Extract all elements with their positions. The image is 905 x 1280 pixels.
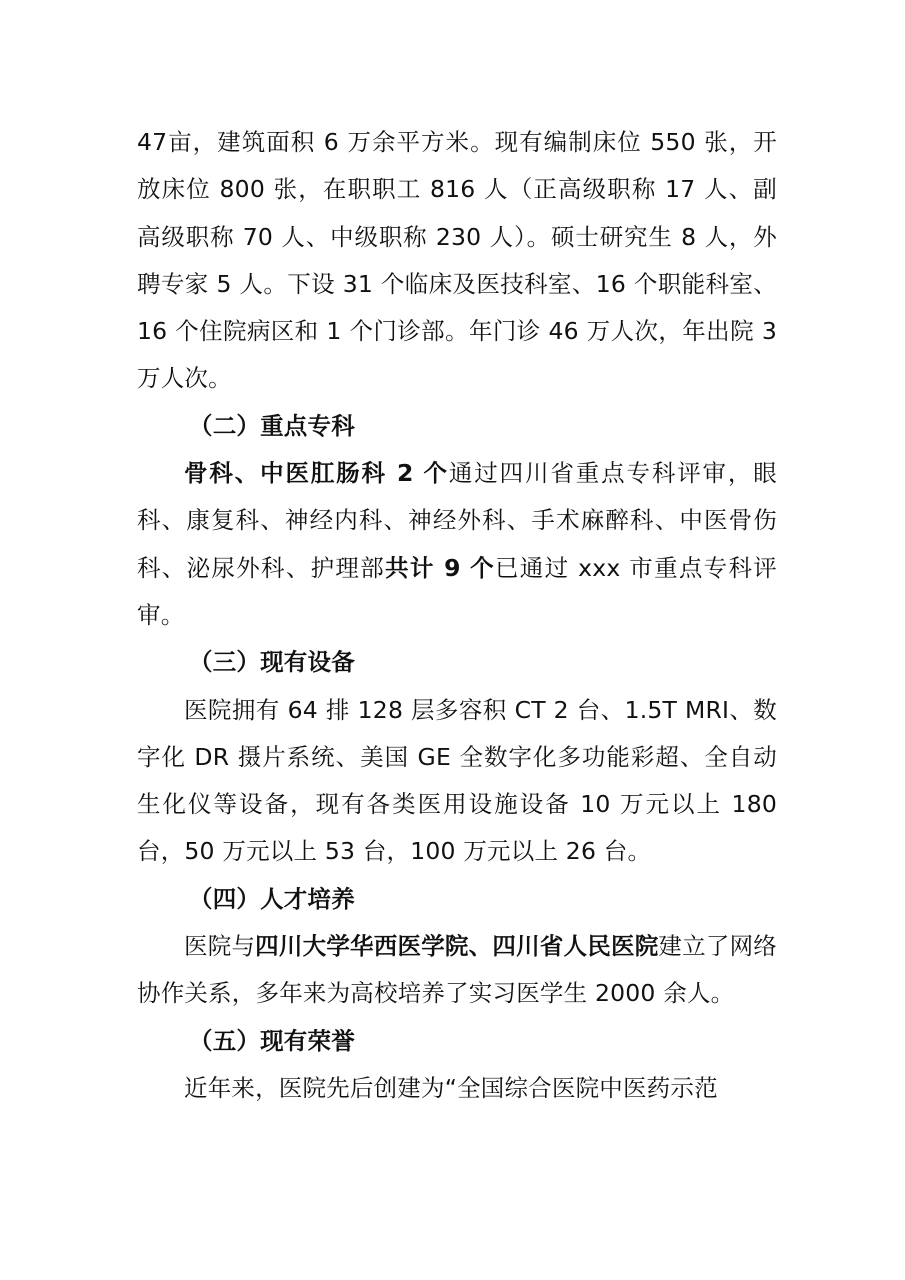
- text-hospital-with: 医院与: [184, 932, 256, 961]
- text-city-review: 已通过 xxx 市重点专科评审。: [137, 553, 777, 629]
- paragraph-equipment: 医院拥有 64 排 128 层多容积 CT 2 台、1.5T MRI、数字化 DR 摄片系统、美国 GE 全数字化多功能彩超、全自动生化仪等设备，现有各类医用设施设备 10 万元以上 180 台，50 万元以上 53 台，100 万元以上 26 台。: [137, 695, 777, 866]
- section-heading-equipment: （三）现有设备: [189, 648, 355, 677]
- paragraph-key-specialties: [137, 450, 777, 639]
- text-partnership-detail: 建立了网络协作关系，多年来为高校培养了实习医学生 2000 余人。: [137, 932, 778, 1008]
- section-heading-talent-training: （四）人才培养: [189, 884, 355, 913]
- paragraph-honors: 近年来，医院先后创建为“全国综合医院中医药示范: [184, 1073, 718, 1102]
- section-heading-key-specialties: （二）重点专科: [189, 411, 355, 440]
- paragraph-talent-training: [137, 923, 777, 1018]
- document-body: [137, 119, 777, 1112]
- text-specialties-list: 通过四川省重点专科评审，眼科、康复科、神经内科、神经外科、手术麻醉科、中医骨伤科、泌尿外科、护理部: [137, 459, 777, 582]
- section-heading-honors: （五）现有荣誉: [189, 1026, 355, 1055]
- bold-partner-institutions: 四川大学华西医学院、四川省人民医院: [255, 932, 659, 961]
- bold-provincial-specialties: 骨科、中医肛肠科 2 个: [184, 459, 449, 488]
- paragraph-hospital-overview: 47亩，建筑面积 6 万余平方米。现有编制床位 550 张，开放床位 800 张，在职职工 816 人（正高级职称 17 人、副高级职称 70 人、中级职称 230 人）。硕士研究生 8 人，外聘专家 5 人。下设 31 个临床及医技科室、16 个职能科室、16 个住院病区和 1 个门诊部。年门诊 46 万人次，年出院 3 万人次。: [137, 128, 777, 393]
- bold-city-specialties-count: 共计 9 个: [385, 553, 495, 582]
